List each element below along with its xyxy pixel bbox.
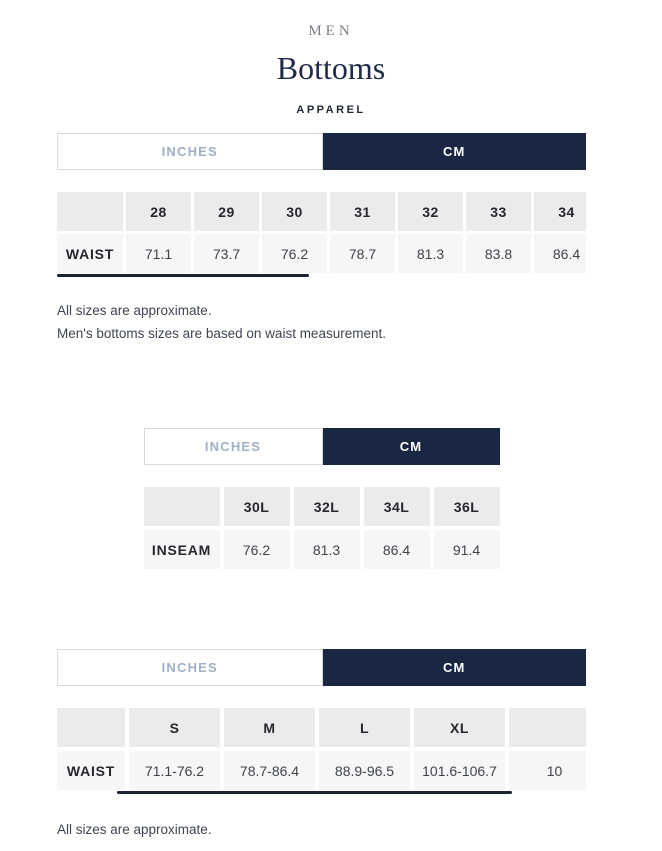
size-value-cell: 83.8 [466, 234, 531, 273]
size-column-header: 31 [330, 192, 395, 231]
measurement-row-label: WAIST [57, 751, 125, 790]
size-column-header: 34 [534, 192, 586, 231]
size-column-header: 30 [262, 192, 327, 231]
size-value-cell: 76.2 [262, 234, 327, 273]
size-table [57, 192, 586, 273]
sizes-note: Men's bottoms sizes are based on waist measurement. [57, 326, 386, 341]
size-value-cell: 10 [509, 751, 586, 790]
horizontal-scrollbar-thumb[interactable] [57, 274, 309, 277]
size-column-header: 29 [194, 192, 259, 231]
size-value-cell: 78.7 [330, 234, 395, 273]
page-title: Bottoms [276, 50, 386, 86]
size-value-cell: 91.4 [434, 530, 500, 569]
table-corner-cell [57, 708, 125, 747]
unit-toggle [57, 649, 586, 686]
size-value-cell: 86.4 [534, 234, 586, 273]
size-table-scroll-area [144, 487, 500, 569]
size-column-header: 33 [466, 192, 531, 231]
size-value-cell: 76.2 [224, 530, 290, 569]
tab-inches[interactable]: INCHES [57, 133, 323, 170]
size-value-cell: 73.7 [194, 234, 259, 273]
size-value-cell: 71.1-76.2 [129, 751, 220, 790]
size-column-header: 32L [294, 487, 360, 526]
size-column-header: 36L [434, 487, 500, 526]
tab-inches[interactable]: INCHES [57, 649, 323, 686]
size-value-cell: 71.1 [126, 234, 191, 273]
section-waist-numeric [57, 133, 586, 342]
size-table [57, 708, 586, 790]
size-column-header: 30L [224, 487, 290, 526]
size-value-cell: 81.3 [294, 530, 360, 569]
tab-cm[interactable]: CM [323, 133, 587, 170]
size-table [144, 487, 500, 569]
size-table-scroll-area[interactable] [57, 708, 586, 790]
unit-toggle [144, 428, 500, 465]
size-column-header: L [319, 708, 410, 747]
horizontal-scrollbar-thumb[interactable] [117, 791, 512, 794]
table-corner-cell [144, 487, 220, 526]
horizontal-scrollbar-track [57, 790, 586, 794]
department-label: MEN [308, 23, 354, 39]
size-value-cell: 78.7-86.4 [224, 751, 315, 790]
sizes-note: All sizes are approximate. [57, 822, 212, 837]
measurement-row-label: INSEAM [144, 530, 220, 569]
category-label: APPAREL [296, 104, 366, 116]
section-waist-letter [57, 649, 586, 838]
sizes-note: All sizes are approximate. [57, 303, 212, 318]
measurement-row-label: WAIST [57, 234, 123, 273]
size-column-header: 28 [126, 192, 191, 231]
tab-inches[interactable]: INCHES [144, 428, 323, 465]
table-corner-cell [57, 192, 123, 231]
size-column-header: 32 [398, 192, 463, 231]
size-column-header: S [129, 708, 220, 747]
size-column-header: 34L [364, 487, 430, 526]
unit-toggle [57, 133, 586, 170]
size-value-cell: 101.6-106.7 [414, 751, 505, 790]
size-value-cell: 81.3 [398, 234, 463, 273]
page-header [0, 0, 662, 117]
tab-cm[interactable]: CM [323, 649, 587, 686]
size-table-scroll-area[interactable] [57, 192, 586, 273]
section-inseam [57, 428, 586, 569]
size-column-header [509, 708, 586, 747]
size-value-cell: 88.9-96.5 [319, 751, 410, 790]
size-column-header: M [224, 708, 315, 747]
horizontal-scrollbar-track [57, 273, 586, 277]
size-value-cell: 86.4 [364, 530, 430, 569]
tab-cm[interactable]: CM [323, 428, 500, 465]
size-column-header: XL [414, 708, 505, 747]
